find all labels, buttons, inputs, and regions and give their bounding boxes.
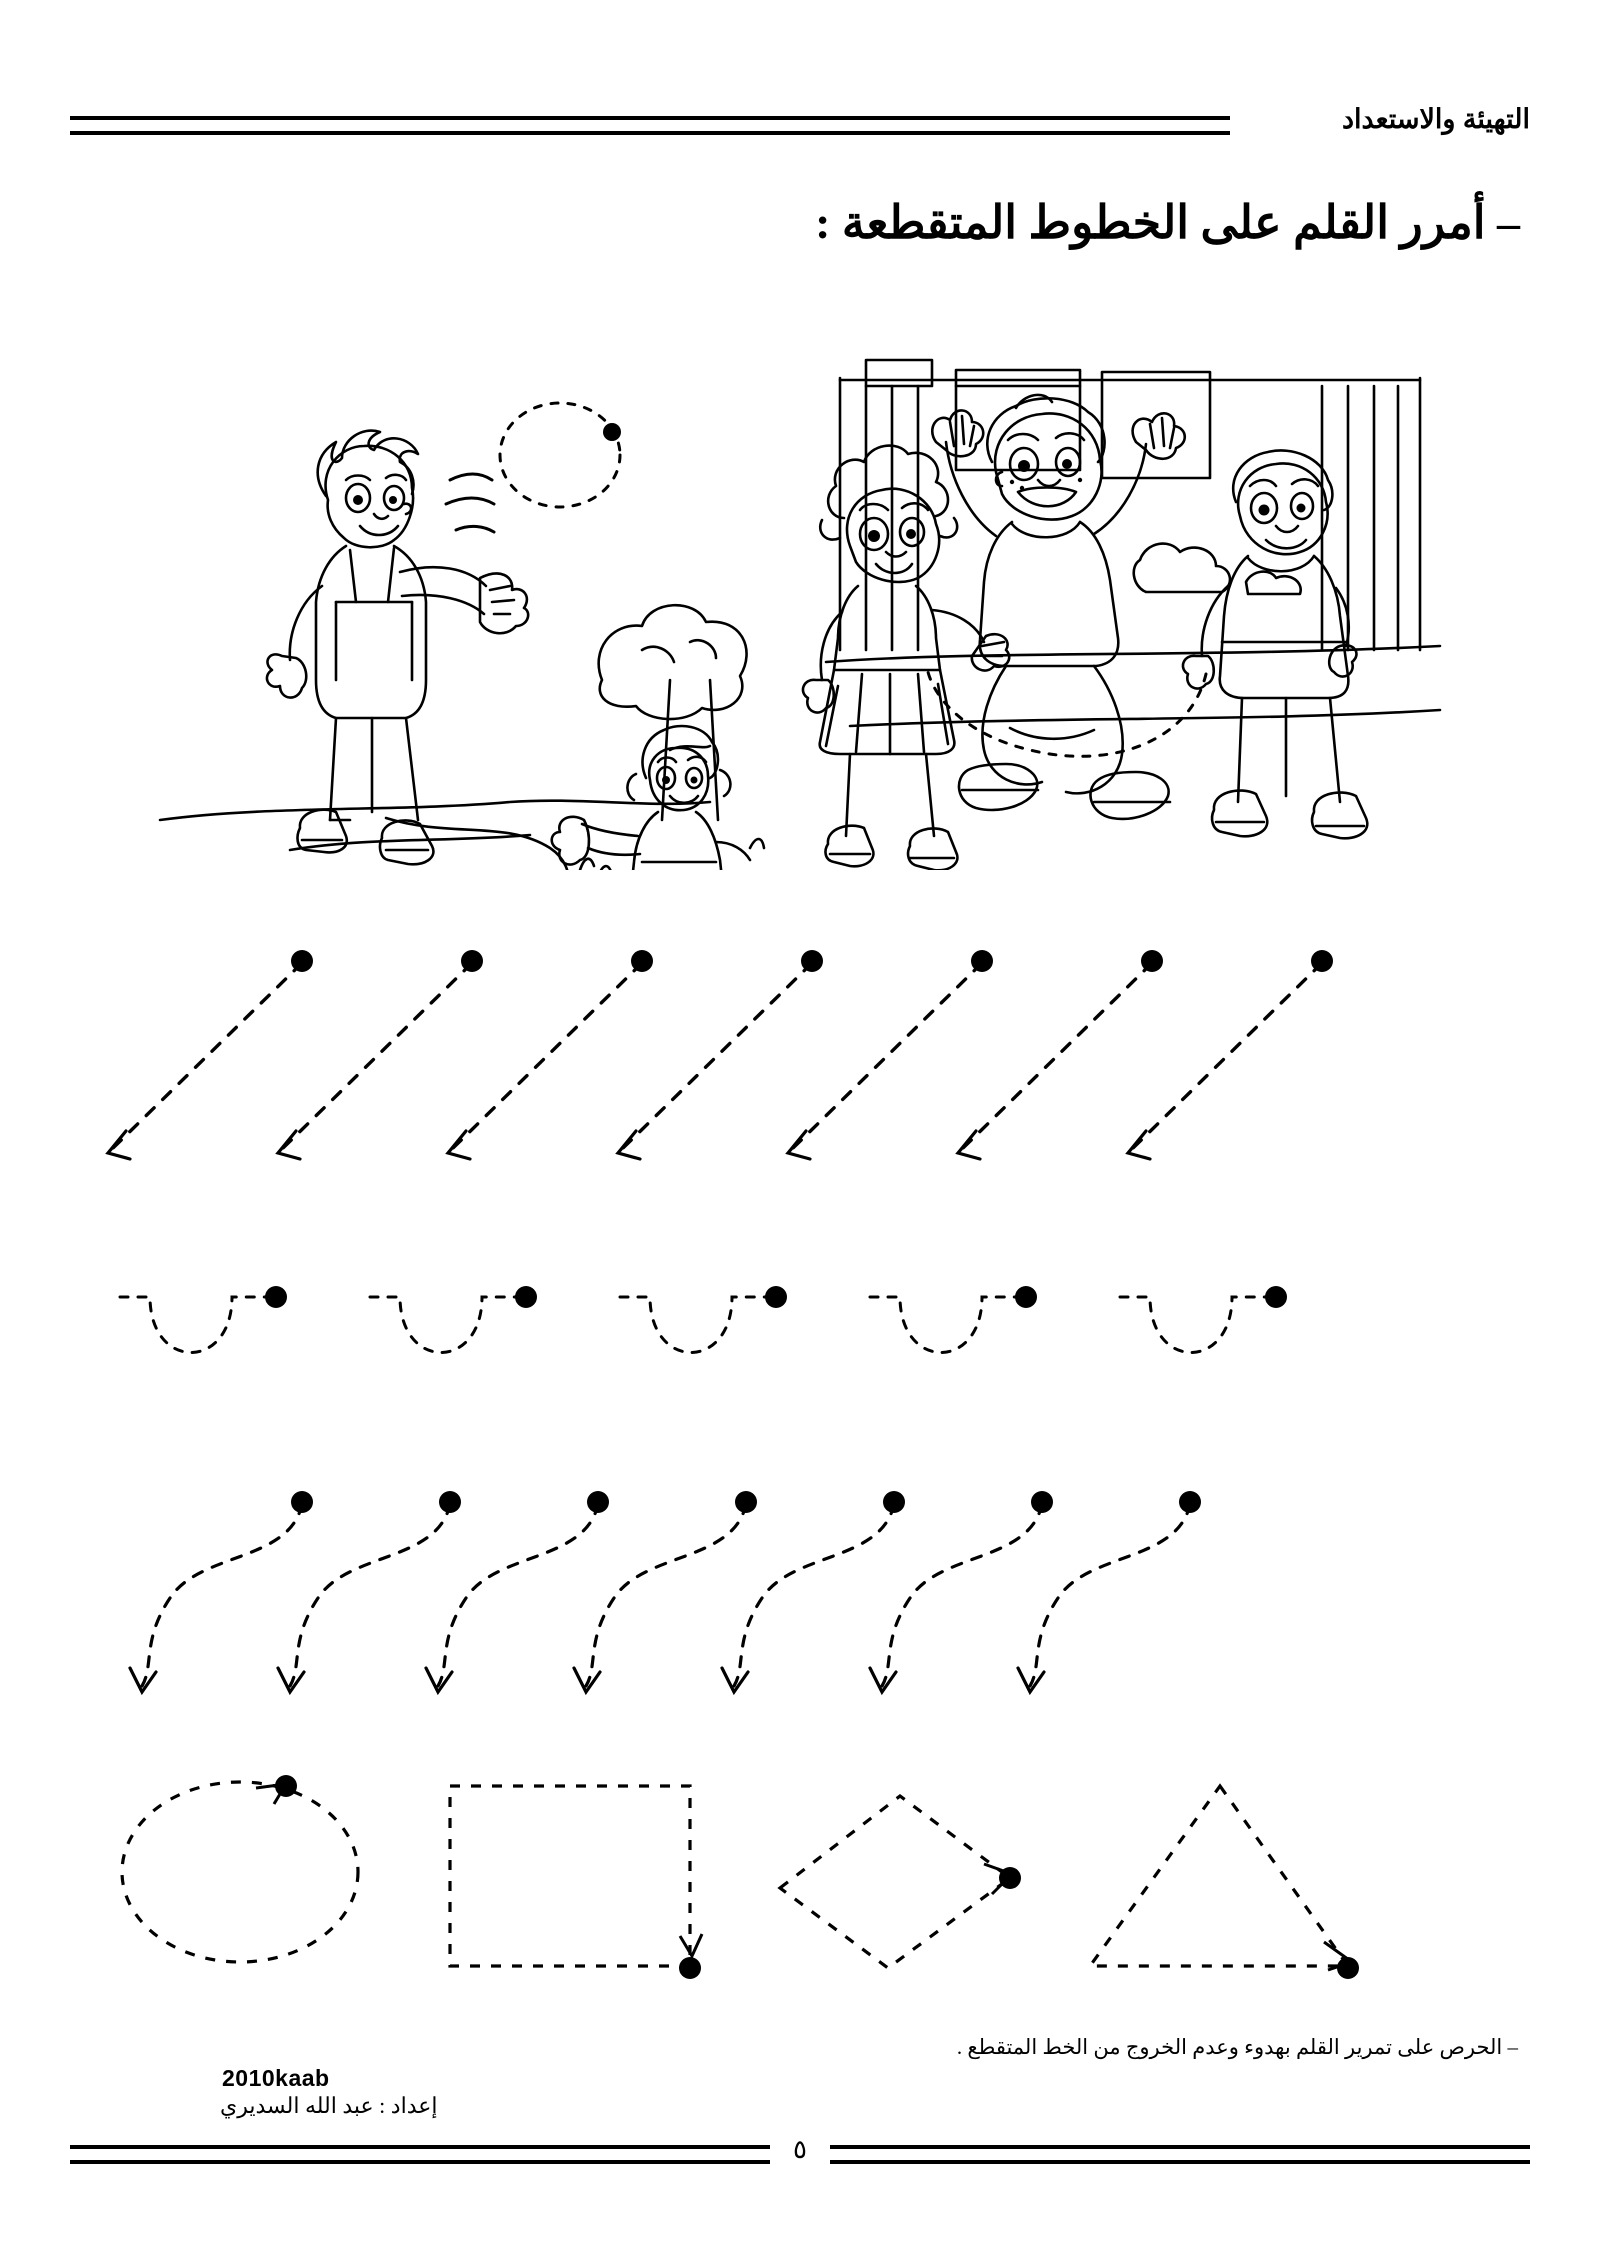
stamp-label: 2010kaab	[222, 2065, 330, 2091]
exercise-row-waves	[80, 1480, 1520, 1730]
footnote-text: – الحرص على تمرير القلم بهدوء وعدم الخروج من الخط المتقطع .	[956, 2035, 1518, 2059]
scene-jump-rope	[803, 360, 1440, 870]
shape-square	[450, 1786, 702, 1979]
credit-label: إعداد : عبد الله السديري	[220, 2093, 438, 2118]
shape-circle	[122, 1775, 358, 1962]
shape-triangle	[1090, 1786, 1359, 1979]
exercise-row-shapes	[80, 1760, 1520, 2010]
exercise-row-diagonals	[80, 935, 1520, 1205]
page-number: ٥	[793, 2135, 807, 2164]
header-title: التهيئة والاستعداد	[1341, 104, 1530, 134]
header-divider	[70, 116, 1230, 135]
footer-divider-right	[830, 2145, 1530, 2164]
page-footer	[70, 2065, 1530, 2164]
shape-rhombus	[780, 1796, 1021, 1968]
illustration	[150, 350, 1450, 870]
page-header	[70, 104, 1530, 148]
instruction-text: – أمرر القلم على الخطوط المتقطعة :	[815, 197, 1520, 248]
footer-divider-left	[70, 2145, 770, 2164]
exercise-row-arcs	[80, 1275, 1520, 1425]
scene-ball-play	[160, 403, 764, 870]
